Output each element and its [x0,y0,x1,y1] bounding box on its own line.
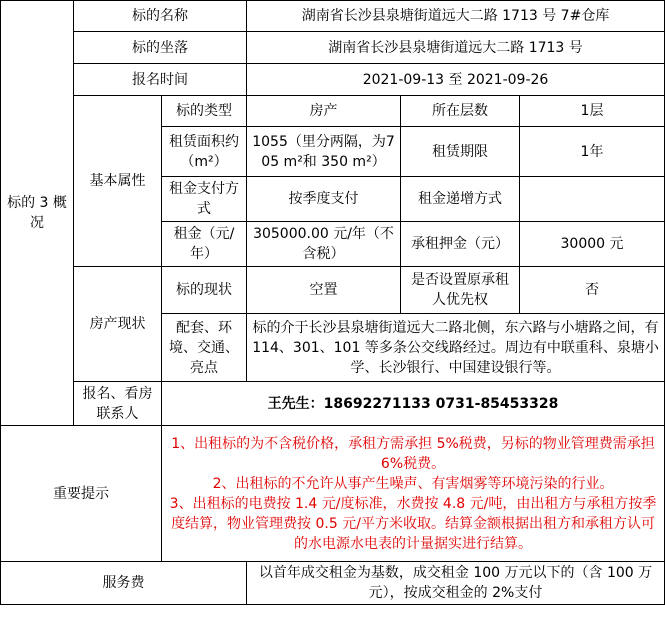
service-fee-label: 服务费 [1,562,247,605]
contact-label: 报名、看房联系人 [74,382,162,426]
payment-label: 租金支付方式 [162,177,247,222]
payment-value: 按季度支付 [247,177,401,222]
priority-label: 是否设置原承租人优先权 [401,267,520,314]
type-value: 房产 [247,96,401,127]
deposit-value: 30000 元 [520,222,665,267]
row-location [1,32,665,64]
area-value: 1055（里分两隔，为705 m²和 350 m²） [247,127,401,177]
current-status-label: 标的现状 [162,267,247,314]
floor-value: 1层 [520,96,665,127]
current-status-value: 空置 [247,267,401,314]
row-contact [1,382,665,426]
notice-item-2: 2、出租标的不允许从事产生噪声、有害烟雾等环境污染的行业。 [212,475,614,492]
row-signup-time [1,64,665,96]
location-value: 湖南省长沙县泉塘街道远大二路 1713 号 [247,32,665,64]
floor-label: 所在层数 [401,96,520,127]
increase-label: 租金递增方式 [401,177,520,222]
section-label-text: 标的 3 概况 [7,195,67,231]
contact-value: 王先生：18692271133 0731-85453328 [162,382,665,426]
property-status-label: 房产现状 [74,267,162,382]
term-label: 租赁期限 [401,127,520,177]
location-label: 标的坐落 [74,32,247,64]
row-name [1,1,665,32]
notice-label: 重要提示 [1,426,162,562]
signup-time-label: 报名时间 [74,64,247,96]
row-type [1,96,665,127]
row-current-status [1,267,665,314]
facilities-value: 标的介于长沙县泉塘街道远大二路北侧，东六路与小塘路之间，有 114、301、101 等多条公交线路经过。周边有中联重科、泉塘小学、长沙银行、中国建设银行等。 [247,314,665,382]
priority-value: 否 [520,267,665,314]
section-label [1,1,74,426]
service-fee-value: 以首年成交租金为基数，成交租金 100 万元以下的（含 100 万元），按成交租金的 2%支付 [247,562,665,605]
rent-value: 305000.00 元/年（不含税） [247,222,401,267]
area-label: 租赁面积约（m²） [162,127,247,177]
facilities-label: 配套、环境、交通、亮点 [162,314,247,382]
notice-value [162,426,665,562]
increase-value [520,177,665,222]
deposit-label: 承租押金（元） [401,222,520,267]
type-label: 标的类型 [162,96,247,127]
basic-attributes-label: 基本属性 [74,96,162,267]
row-service-fee [1,562,665,605]
signup-time-value: 2021-09-13 至 2021-09-26 [247,64,665,96]
notice-item-3: 3、出租标的电费按 1.4 元/度标准，水费按 4.8 元/吨，由出租方与承租方按季度结算，物业管理费按 0.5 元/平方米收取。结算金额根据出租方和承租方认可的水电源水电表的计量据实进行结算。 [169,495,657,552]
term-value: 1年 [520,127,665,177]
row-notice [1,426,665,562]
name-value: 湖南省长沙县泉塘街道远大二路 1713 号 7#仓库 [247,1,665,32]
rent-label: 租金（元/年） [162,222,247,267]
name-label: 标的名称 [74,1,247,32]
notice-item-1: 1、出租标的为不含税价格，承租方需承担 5%税费，另标的物业管理费需承担 6%税费。 [171,435,655,472]
